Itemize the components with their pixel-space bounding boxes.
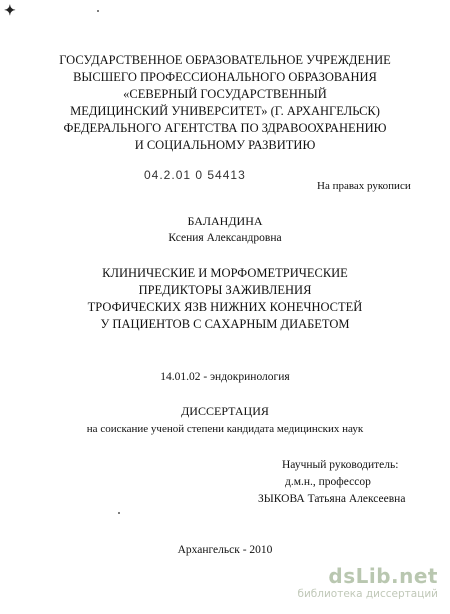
title-line: ТРОФИЧЕСКИХ ЯЗВ НИЖНИХ КОНЕЧНОСТЕЙ xyxy=(87,300,363,314)
author-surname: БАЛАНДИНА xyxy=(187,214,263,228)
organization-line: ГОСУДАРСТВЕННОЕ ОБРАЗОВАТЕЛЬНОЕ УЧРЕЖДЕНИЕ xyxy=(59,53,391,67)
title-line: КЛИНИЧЕСКИЕ И МОРФОМЕТРИЧЕСКИЕ xyxy=(102,266,348,280)
organization-line: ФЕДЕРАЛЬНОГО АГЕНТСТВА ПО ЗДРАВООХРАНЕНИЮ xyxy=(63,121,387,135)
organization-line: ВЫСШЕГО ПРОФЕССИОНАЛЬНОГО ОБРАЗОВАНИЯ xyxy=(73,70,377,84)
author-given-names: Ксения Александровна xyxy=(168,232,282,244)
supervisor-degree: д.м.н., профессор xyxy=(285,476,371,488)
specialty: 14.01.02 - эндокринология xyxy=(160,371,290,383)
work-type: ДИССЕРТАЦИЯ xyxy=(181,404,269,418)
organization-line: «СЕВЕРНЫЙ ГОСУДАРСТВЕННЫЙ xyxy=(123,87,327,101)
scan-speck xyxy=(118,512,120,514)
scan-speck xyxy=(97,10,99,12)
corner-mark: ✦ xyxy=(4,2,16,18)
degree-sought: на соискание ученой степени кандидата медицинских наук xyxy=(86,423,364,435)
manuscript-note: На правах рукописи xyxy=(317,180,411,192)
supervisor-name: ЗЫКОВА Татьяна Алексеевна xyxy=(258,493,406,505)
place-year: Архангельск - 2010 xyxy=(177,544,273,556)
site-watermark xyxy=(288,564,438,604)
library-serial-number: 04.2.01 0 54413 xyxy=(144,168,246,182)
organization-line: МЕДИЦИНСКИЙ УНИВЕРСИТЕТ» (Г. АРХАНГЕЛЬСК) xyxy=(70,104,380,118)
supervisor-label: Научный руководитель: xyxy=(282,459,399,471)
title-line: У ПАЦИЕНТОВ С САХАРНЫМ ДИАБЕТОМ xyxy=(100,317,350,331)
title-line: ПРЕДИКТОРЫ ЗАЖИВЛЕНИЯ xyxy=(138,283,312,297)
watermark-subtitle: библиотека диссертаций xyxy=(297,588,438,600)
watermark-logo: dsLib.net xyxy=(328,564,438,588)
organization-line: И СОЦИАЛЬНОМУ РАЗВИТИЮ xyxy=(134,138,316,152)
